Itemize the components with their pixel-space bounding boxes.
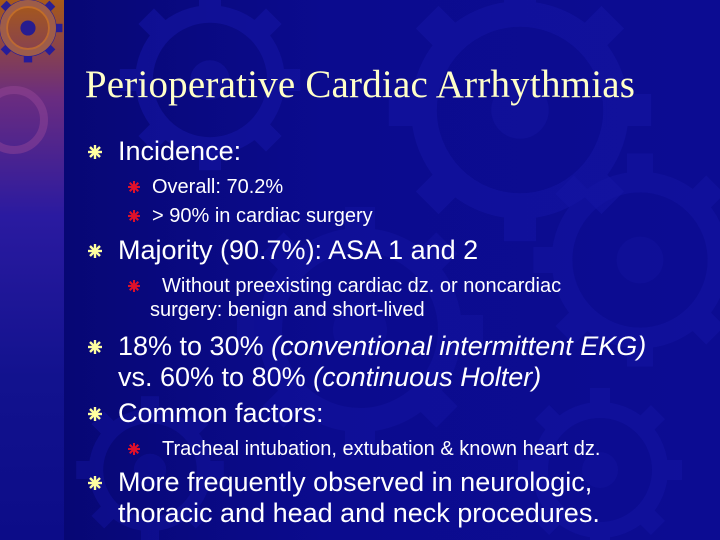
bullet-text-line-2: surgery: benign and short-lived <box>150 299 425 321</box>
bullet-text: Common factors: <box>118 398 324 428</box>
bullet-more-frequently <box>118 467 600 529</box>
asterisk-bullet-icon <box>88 407 102 421</box>
bullet-common-factors <box>118 398 324 429</box>
asterisk-bullet-icon <box>128 181 140 193</box>
sub-bullet-overall <box>152 175 283 199</box>
asterisk-bullet-icon <box>128 443 140 455</box>
asterisk-bullet-icon <box>88 145 102 159</box>
text-italic: (conventional intermittent EKG) <box>271 331 647 361</box>
bullet-text-line-1: Without preexisting cardiac dz. or noncardiac <box>162 275 562 297</box>
bullet-percentages <box>118 331 646 393</box>
bullet-text: Overall: 70.2% <box>152 176 284 198</box>
bullet-text-line-1 <box>118 331 646 362</box>
sub-bullet-tracheal <box>162 437 600 461</box>
bullet-text: Incidence: <box>118 136 242 166</box>
bullet-text: Tracheal intubation, extubation & known heart dz. <box>162 438 601 460</box>
bullet-text-line-2: thoracic and head and neck procedures. <box>118 498 600 528</box>
text-italic: (continuous Holter) <box>313 362 542 392</box>
slide-title: Perioperative Cardiac Arrhythmias <box>84 63 636 106</box>
sub-bullet-cardiac-surgery <box>152 204 373 228</box>
text-plain: vs. 60% to 80% <box>118 362 314 392</box>
bullet-text: > 90% in cardiac surgery <box>152 205 373 227</box>
asterisk-bullet-icon <box>128 210 140 222</box>
sub-bullet-without-preexisting <box>150 274 562 322</box>
bullet-incidence <box>118 136 241 167</box>
text-plain: 18% to 30% <box>118 331 272 361</box>
bullet-text: Majority (90.7%): ASA 1 and 2 <box>118 235 479 265</box>
bullet-text-line-2 <box>118 362 646 393</box>
bullet-majority <box>118 235 478 266</box>
asterisk-bullet-icon <box>128 280 140 292</box>
asterisk-bullet-icon <box>88 340 102 354</box>
bullet-text-line-1: More frequently observed in neurologic, <box>118 467 593 497</box>
asterisk-bullet-icon <box>88 476 102 490</box>
asterisk-bullet-icon <box>88 244 102 258</box>
